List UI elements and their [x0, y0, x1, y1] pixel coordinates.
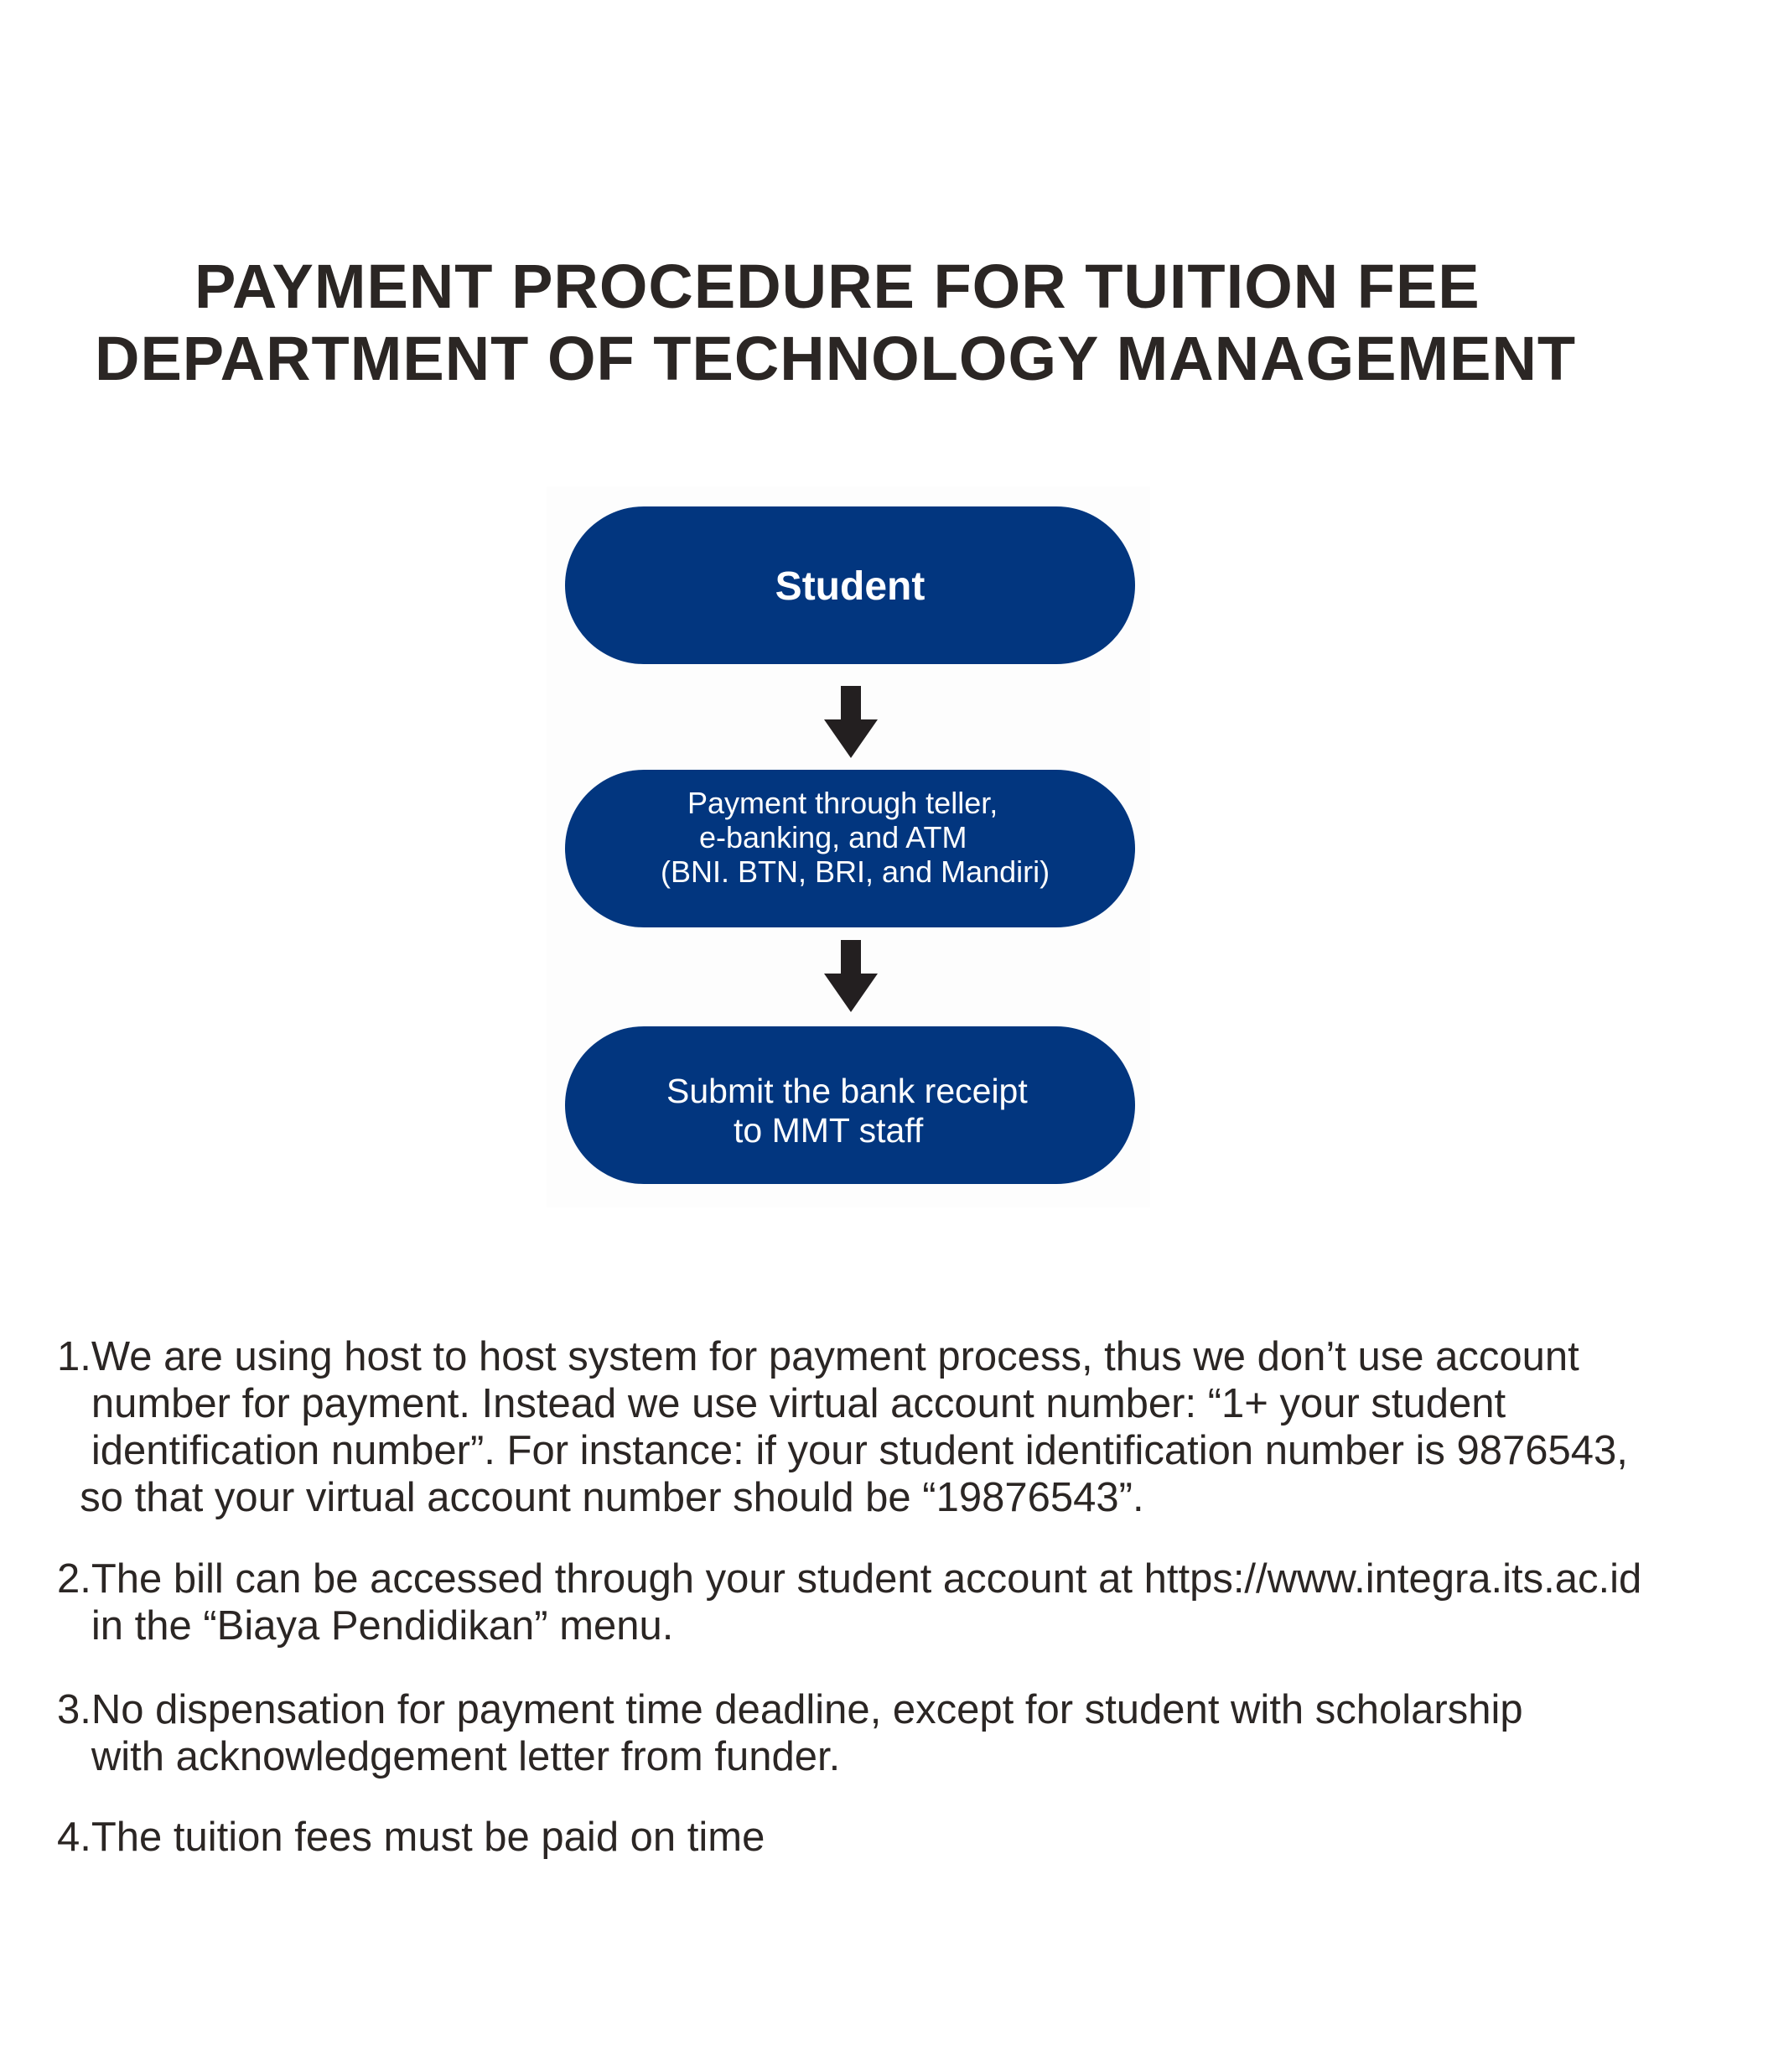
page-title-line-1: PAYMENT PROCEDURE FOR TUITION FEE: [194, 252, 1480, 321]
flow-node-label: Submit the bank receipt: [666, 1072, 1028, 1110]
note-line: 3.No dispensation for payment time deadline, except for student with scholarship: [57, 1687, 1523, 1732]
note-line: 4.The tuition fees must be paid on time: [57, 1815, 765, 1860]
down-arrow-icon: [824, 940, 878, 1012]
note-line: identification number”. For instance: if your student identification number is 9876543,: [57, 1428, 1628, 1473]
flow-node-submit-receipt: [565, 1026, 1135, 1184]
note-line: with acknowledgement letter from funder.: [57, 1734, 841, 1779]
flow-node-payment: [565, 770, 1135, 927]
flow-node-student: [565, 506, 1135, 664]
flow-node-label: to MMT staff: [734, 1111, 924, 1150]
note-bill-access: [57, 1555, 1641, 1649]
note-line: so that your virtual account number should be “19876543”.: [57, 1475, 1144, 1520]
flow-node-label: Payment through teller,: [687, 786, 998, 820]
flow-node-label: Student: [775, 564, 925, 609]
note-line: 1.We are using host to host system for payment process, thus we don’t use account: [57, 1334, 1579, 1379]
note-no-dispensation: [57, 1686, 1523, 1780]
note-line: 2.The bill can be accessed through your student account at https://www.integra.its.ac.id: [57, 1556, 1642, 1602]
flow-node-label: e-banking, and ATM: [699, 820, 967, 854]
down-arrow-icon: [824, 686, 878, 758]
page-title-line-2: DEPARTMENT OF TECHNOLOGY MANAGEMENT: [95, 324, 1577, 393]
note-line: number for payment. Instead we use virtual account number: “1+ your student: [57, 1381, 1506, 1426]
flow-node-label: (BNI. BTN, BRI, and Mandiri): [661, 854, 1050, 889]
note-line: in the “Biaya Pendidikan” menu.: [57, 1603, 674, 1649]
note-virtual-account: [57, 1333, 1628, 1521]
note-pay-on-time: [57, 1814, 765, 1861]
